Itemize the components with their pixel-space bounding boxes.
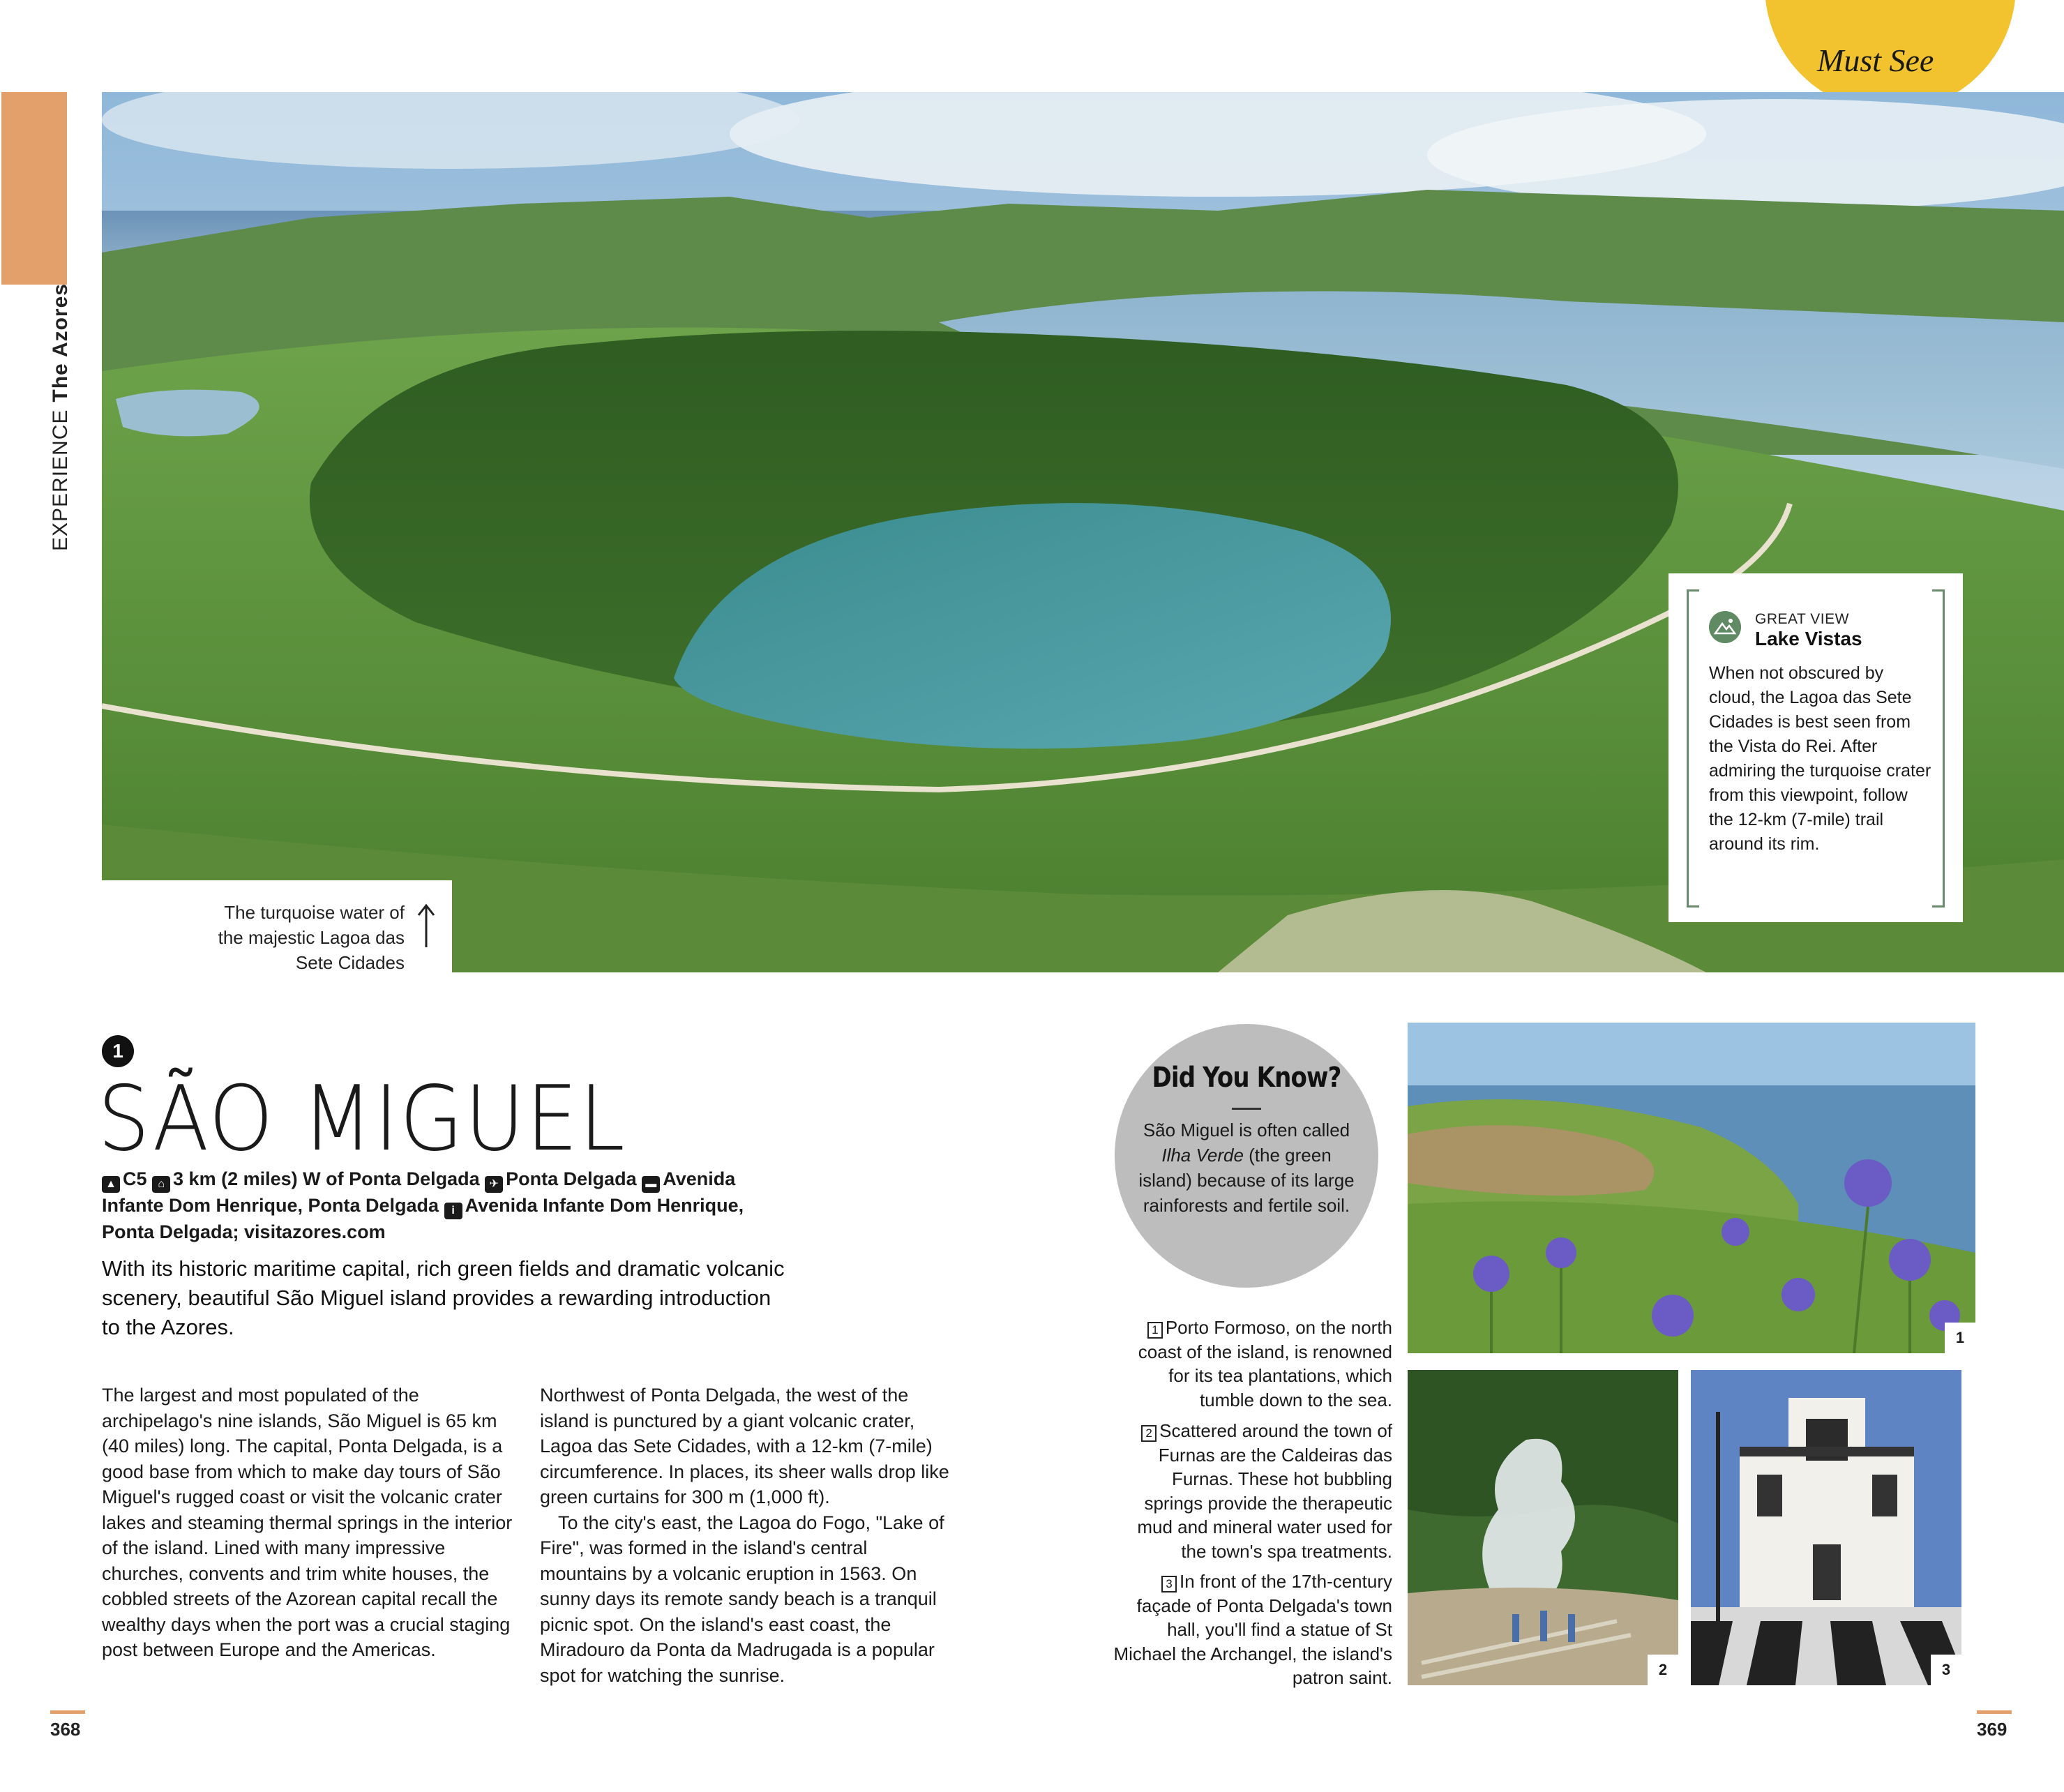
caption-number: 2 (1141, 1425, 1157, 1442)
dyk-text: São Miguel is often called (1143, 1120, 1350, 1140)
dyk-text: (the green island) because of its large rainforests and fertile soil. (1138, 1145, 1355, 1216)
great-view-kicker: GREAT VIEW (1755, 611, 1849, 627)
caption-text: Porto Formoso, on the north coast of the island, is renowned for its tea plantations, which tumble down to the sea. (1138, 1317, 1392, 1410)
grid-ref-icon: ▲ (102, 1176, 120, 1193)
divider (1232, 1108, 1261, 1110)
house-icon: ⌂ (152, 1176, 170, 1193)
page-title: SÃO MIGUEL (98, 1067, 626, 1171)
bracket-right (1932, 589, 1945, 908)
mountain-icon (1709, 611, 1741, 643)
photo-number: 1 (1945, 1323, 1975, 1353)
body-column-2 (540, 1383, 958, 1688)
airport-icon: ✈ (485, 1176, 503, 1193)
caption-text: In front of the 17th-century façade of Ponta Delgada's town hall, you'll find a statue of St Michael the Archangel, the island's patron saint. (1113, 1571, 1392, 1688)
must-see-label: Must See (1817, 43, 1934, 78)
body-paragraph: To the city's east, the Lagoa do Fogo, "Lake of Fire", was formed in the island's central mountains by a volcanic eruption in 1563. On sunny days its remote sandy beach is a tranquil picnic spot. On the island's east coast, the Miradouro da Ponta da Madrugada is a popular spot for watching the sunrise. (540, 1512, 944, 1686)
bracket-left (1687, 589, 1699, 908)
practical-info (102, 1166, 799, 1245)
info-icon: i (444, 1203, 462, 1219)
photo-caption-2 (1113, 1419, 1392, 1563)
page-rule-right (1977, 1710, 2012, 1714)
great-view-title: Lake Vistas (1755, 628, 1862, 649)
entry-number: 1 (102, 1035, 134, 1067)
dyk-emphasis: Ilha Verde (1161, 1145, 1244, 1166)
photo-porto-formoso (1408, 1023, 1975, 1353)
photo-number: 3 (1931, 1655, 1961, 1685)
did-you-know-body (1137, 1117, 1356, 1218)
distance: 3 km (2 miles) W of Ponta Delgada (173, 1168, 480, 1189)
body-paragraph: The largest and most populated of the archipelago's nine islands, São Miguel is 65 km (40 miles) long. The capital, Ponta Delgada, is a good base from which to make day tours of São Miguel's rugged coast or visit the volcanic crater lakes and steaming thermal springs in the interior of the island. Lined with many impressive churches, convents and trim white houses, the cobbled streets of the Azorean capital recall the wealthy days when the port was a crucial staging post between Europe and the Americas. (102, 1385, 513, 1660)
section-tab (1, 92, 67, 285)
body-column-1 (102, 1383, 513, 1663)
caption-number: 1 (1147, 1322, 1163, 1339)
page-number-right: 369 (1977, 1719, 2007, 1740)
section-label (49, 283, 73, 551)
hero-caption: The turquoise water of the majestic Lagoa das Sete Cidades (218, 902, 405, 973)
photo-caption-1 (1113, 1316, 1392, 1412)
photo-caption-3 (1113, 1569, 1392, 1690)
body-paragraph: Northwest of Ponta Delgada, the west of the island is punctured by a giant volcanic crater, Lagoa das Sete Cidades, with a 12-km (7-mile) circumference. In places, its sheer walls drop like green curtains for 300 m (1,000 ft). (540, 1385, 949, 1507)
did-you-know-title: Did You Know? (1152, 1062, 1341, 1094)
bus-stop: Avenida Infante Dom Henrique, Ponta Delgada (102, 1168, 736, 1216)
up-arrow-icon (416, 903, 437, 949)
section-name: EXPERIENCE (49, 409, 72, 551)
photo-ponta-delgada-town-hall (1691, 1370, 1961, 1685)
page-number-left: 368 (50, 1719, 81, 1740)
great-view-body: When not obscured by cloud, the Lagoa das Sete Cidades is best seen from the Vista do Rei. After admiring the turquoise crater from this viewpoint, follow the 12-km (7-mile) trail around its rim. (1709, 663, 1931, 854)
airport: Ponta Delgada (506, 1168, 637, 1189)
intro-text: With its historic maritime capital, rich green fields and dramatic volcanic scenery, beautiful São Miguel island provides a rewarding introduction to the Azores. (102, 1256, 785, 1339)
tourist-info: Avenida Infante Dom Henrique, Ponta Delgada; visitazores.com (102, 1195, 744, 1242)
caption-number: 3 (1161, 1576, 1177, 1593)
caption-text: Scattered around the town of Furnas are the Caldeiras das Furnas. These hot bubbling springs provide the therapeutic mud and mineral water used for the town's spa treatments. (1137, 1420, 1392, 1562)
grid-ref: C5 (123, 1168, 147, 1189)
photo-number: 2 (1648, 1655, 1678, 1685)
bus-icon: ▬ (642, 1176, 660, 1193)
photo-caldeiras-das-furnas (1408, 1370, 1678, 1685)
page-rule-left (50, 1710, 85, 1714)
region-name: The Azores (49, 283, 72, 402)
